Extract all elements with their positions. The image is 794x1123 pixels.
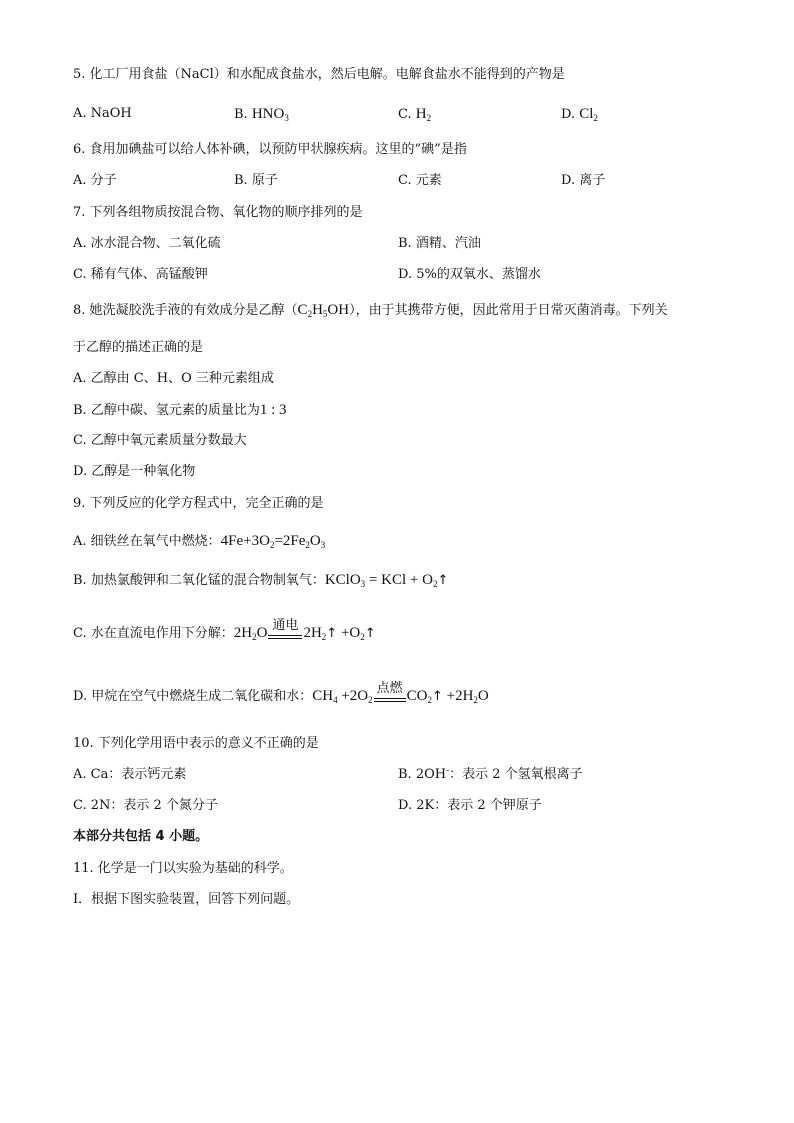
q8-option-b — [73, 401, 287, 420]
q10-option-b-post: ：表示 2 个氢氧根离子 — [449, 767, 583, 782]
q7-option-b: B. 酒精、汽油 — [398, 236, 481, 251]
question-11-stem: 11. 化学是一门以实验为基础的科学。 — [73, 861, 293, 876]
question-8-stem-line2: 于乙醇的描述正确的是 — [73, 340, 204, 355]
q5-option-c: C. $H_2$ — [398, 106, 432, 123]
q9-option-a-text: A. 细铁丝在氧气中燃烧： — [73, 534, 221, 549]
q6-option-b: B. 原子 — [234, 173, 278, 188]
q7-option-a: A. 冰水混合物、二氧化硫 — [73, 236, 221, 251]
q6-option-d: D. 离子 — [561, 173, 606, 188]
q7-option-d: D. 5%的双氧水、蒸馏水 — [398, 267, 541, 282]
question-8-stem: 8. 她洗凝胶洗手液的有效成分是乙醇$(C_2H_5OH)$，由于其携带方便，因此常用于日常灭菌消毒。下列关 — [73, 302, 668, 319]
q9-option-c-text: C. 水在直流电作用下分解： — [73, 626, 234, 641]
q10-option-b-pre: B. 2OH — [398, 767, 447, 782]
q9-d-condition — [374, 681, 406, 702]
q10-option-b-sup: - — [446, 766, 450, 776]
q7-option-c: C. 稀有气体、高锰酸钾 — [73, 267, 208, 282]
q9-option-d-text: D. 甲烷在空气中燃烧生成二氧化碳和水： — [73, 689, 313, 704]
question-10-stem: 10. 下列化学用语中表示的意义不正确的是 — [73, 736, 319, 751]
q8-stem-pre: 8. 她洗凝胶洗手液的有效成分是乙醇（ — [73, 303, 298, 318]
q5-option-d-label: D. — [561, 107, 576, 122]
q8-option-b-ratio: 1 : 3 — [259, 402, 287, 418]
q5-option-a: A. NaOH — [73, 106, 132, 121]
q10-option-a: A. Ca：表示钙元素 — [73, 767, 187, 782]
q5-option-c-label: C. — [398, 107, 412, 122]
question-9-stem: 9. 下列反应的化学方程式中，完全正确的是 — [73, 496, 324, 511]
section-heading: 本部分共包括 4 小题。 — [73, 829, 209, 844]
q9-c-condition — [268, 618, 302, 639]
q9-d-condition-text: 点燃 — [376, 681, 403, 696]
q10-option-b — [398, 766, 583, 784]
q8-option-d: D. 乙醇是一种氧化物 — [73, 464, 196, 479]
q8-stem-post: ），由于其携带方便，因此常用于日常灭菌消毒。下列关 — [349, 303, 668, 318]
question-6-stem: 6. 食用加碘盐可以给人体补碘，以预防甲状腺疾病。这里的“碘”是指 — [73, 142, 467, 157]
question-7-stem: 7. 下列各组物质按混合物、氧化物的顺序排列的是 — [73, 205, 363, 220]
q9-c-condition-text: 通电 — [272, 618, 299, 633]
q5-option-d: D. $Cl_2$ — [561, 106, 598, 123]
q9-option-c: C. 水在直流电作用下分解：$2H_2O$ 通电 $2H_2↑$ $+O_2↑$ — [73, 618, 376, 642]
question-11-part-1: Ⅰ．根据下图实验装置，回答下列问题。 — [73, 892, 300, 907]
q9-option-a: A. 细铁丝在氧气中燃烧：$4Fe+3O_2=2Fe_2O_3$ — [73, 533, 326, 550]
q6-option-c: C. 元素 — [398, 173, 442, 188]
q8-option-a: A. 乙醇由 C、H、O 三种元素组成 — [73, 371, 274, 386]
q6-option-a: A. 分子 — [73, 173, 117, 188]
q5-option-b-label: B. — [234, 107, 248, 122]
q8-option-c: C. 乙醇中氧元素质量分数最大 — [73, 433, 247, 448]
q9-option-b-text: B. 加热氯酸钾和二氧化锰的混合物制氧气： — [73, 573, 325, 588]
question-5-stem: 5. 化工厂用食盐（NaCl）和水配成食盐水，然后电解。电解食盐水不能得到的产物是 — [73, 67, 565, 82]
q8-option-b-text: B. 乙醇中碳、氢元素的质量比为 — [73, 403, 260, 418]
q10-option-c: C. 2N：表示 2 个氮分子 — [73, 798, 218, 813]
q9-option-b: B. 加热氯酸钾和二氧化锰的混合物制氧气：KClO$_3$ = KCl + $O_2↑$ — [73, 572, 449, 589]
q10-option-d: D. 2K：表示 2 个钾原子 — [398, 798, 542, 813]
q5-option-b: B. $HNO_3$ — [234, 106, 289, 123]
q9-option-d: D. 甲烷在空气中燃烧生成二氧化碳和水：$CH_4 +2O_2$ 点燃 $CO_2↑ +2H_2O$ — [73, 681, 489, 705]
